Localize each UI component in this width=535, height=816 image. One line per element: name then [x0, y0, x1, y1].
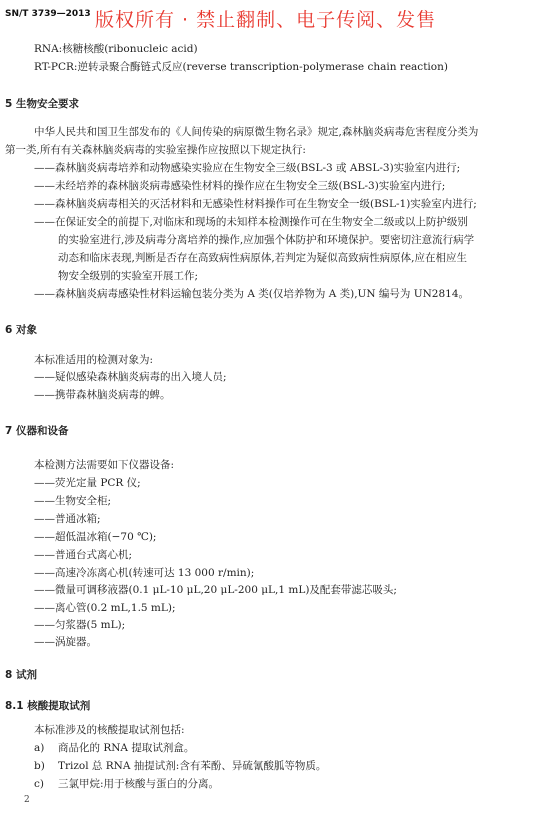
list-item-text: Trizol 总 RNA 抽提试剂:含有苯酚、异硫氰酸胍等物质。	[58, 760, 327, 772]
section-7-item: ——生物安全柜;	[34, 495, 112, 507]
section-7-item: ——高速冷冻离心机(转速可达 13 000 r/min);	[34, 567, 255, 579]
section-8-intro: 本标准涉及的核酸提取试剂包括:	[34, 724, 185, 736]
abbrev-rna: RNA:核糖核酸(ribonucleic acid)	[34, 43, 198, 55]
section-7-item: ——涡旋器。	[34, 636, 97, 648]
abbrev-rt-pcr: RT-PCR:逆转录聚合酶链式反应(reverse transcription-polymerase chain reaction)	[34, 61, 448, 73]
section-7-title: 7 仪器和设备	[5, 425, 69, 437]
page-number: 2	[24, 795, 30, 805]
section-5-title: 5 生物安全要求	[5, 98, 79, 110]
watermark: 版权所有 · 禁止翻制、电子传阅、发售	[95, 9, 437, 31]
section-7-intro: 本检测方法需要如下仪器设备:	[34, 459, 175, 471]
section-8-title: 8 试剂	[5, 669, 37, 681]
section-6-title: 6 对象	[5, 324, 37, 336]
list-item-label: a)	[34, 742, 45, 754]
section-5-item: ——未经培养的森林脑炎病毒感染性材料的操作应在生物安全三级(BSL-3)实验室内进行;	[34, 180, 446, 192]
section-5-item: ——森林脑炎病毒感染性材料运输包装分类为 A 类(仅培养物为 A 类),UN 编号为 UN2814。	[34, 288, 470, 300]
section-5-item-cont: 的实验室进行,涉及病毒分离培养的操作,应加强个体防护和环境保护。要密切注意流行病学	[58, 234, 475, 246]
section-7-item: ——离心管(0.2 mL,1.5 mL);	[34, 602, 176, 614]
section-6-item: ——携带森林脑炎病毒的蜱。	[34, 389, 171, 401]
section-5-item: ——森林脑炎病毒培养和动物感染实验应在生物安全三级(BSL-3 或 ABSL-3)实验室内进行;	[34, 162, 461, 174]
section-7-item: ——普通冰箱;	[34, 513, 101, 525]
section-7-item: ——荧光定量 PCR 仪;	[34, 477, 141, 489]
section-5-item-cont: 动态和临床表现,判断是否存在高致病性病原体,若判定为疑似高致病性病原体,应在相应生	[58, 252, 468, 264]
list-item-label: b)	[34, 760, 45, 772]
standard-code: SN/T 3739—2013	[5, 9, 91, 19]
section-8-1-title: 8.1 核酸提取试剂	[5, 700, 91, 712]
section-5-item: ——在保证安全的前提下,对临床和现场的未知样本检测操作可在生物安全二级或以上防护级别	[34, 216, 468, 228]
section-7-item: ——微量可调移液器(0.1 μL-10 μL,20 μL-200 μL,1 mL)及配套带滤芯吸头;	[34, 584, 397, 596]
list-item-label: c)	[34, 778, 44, 790]
section-6-intro: 本标准适用的检测对象为:	[34, 354, 154, 366]
list-item-text: 三氯甲烷:用于核酸与蛋白的分离。	[58, 778, 220, 790]
section-7-item: ——超低温冰箱(−70 ℃);	[34, 531, 157, 543]
list-item-text: 商品化的 RNA 提取试剂盒。	[58, 742, 195, 754]
section-7-item: ——普通台式离心机;	[34, 549, 133, 561]
section-5-item: ——森林脑炎病毒相关的灭活材料和无感染性材料操作可在生物安全一级(BSL-1)实验室内进行;	[34, 198, 477, 210]
section-7-item: ——匀浆器(5 mL);	[34, 619, 126, 631]
section-5-para-line-2: 第一类,所有有关森林脑炎病毒的实验室操作应按照以下规定执行:	[5, 144, 306, 156]
section-5-para-line-1: 中华人民共和国卫生部发布的《人间传染的病原微生物名录》规定,森林脑炎病毒危害程度分类为	[34, 126, 479, 138]
section-6-item: ——疑似感染森林脑炎病毒的出入境人员;	[34, 371, 227, 383]
section-5-item-cont: 物安全级别的实验室开展工作;	[58, 270, 199, 282]
